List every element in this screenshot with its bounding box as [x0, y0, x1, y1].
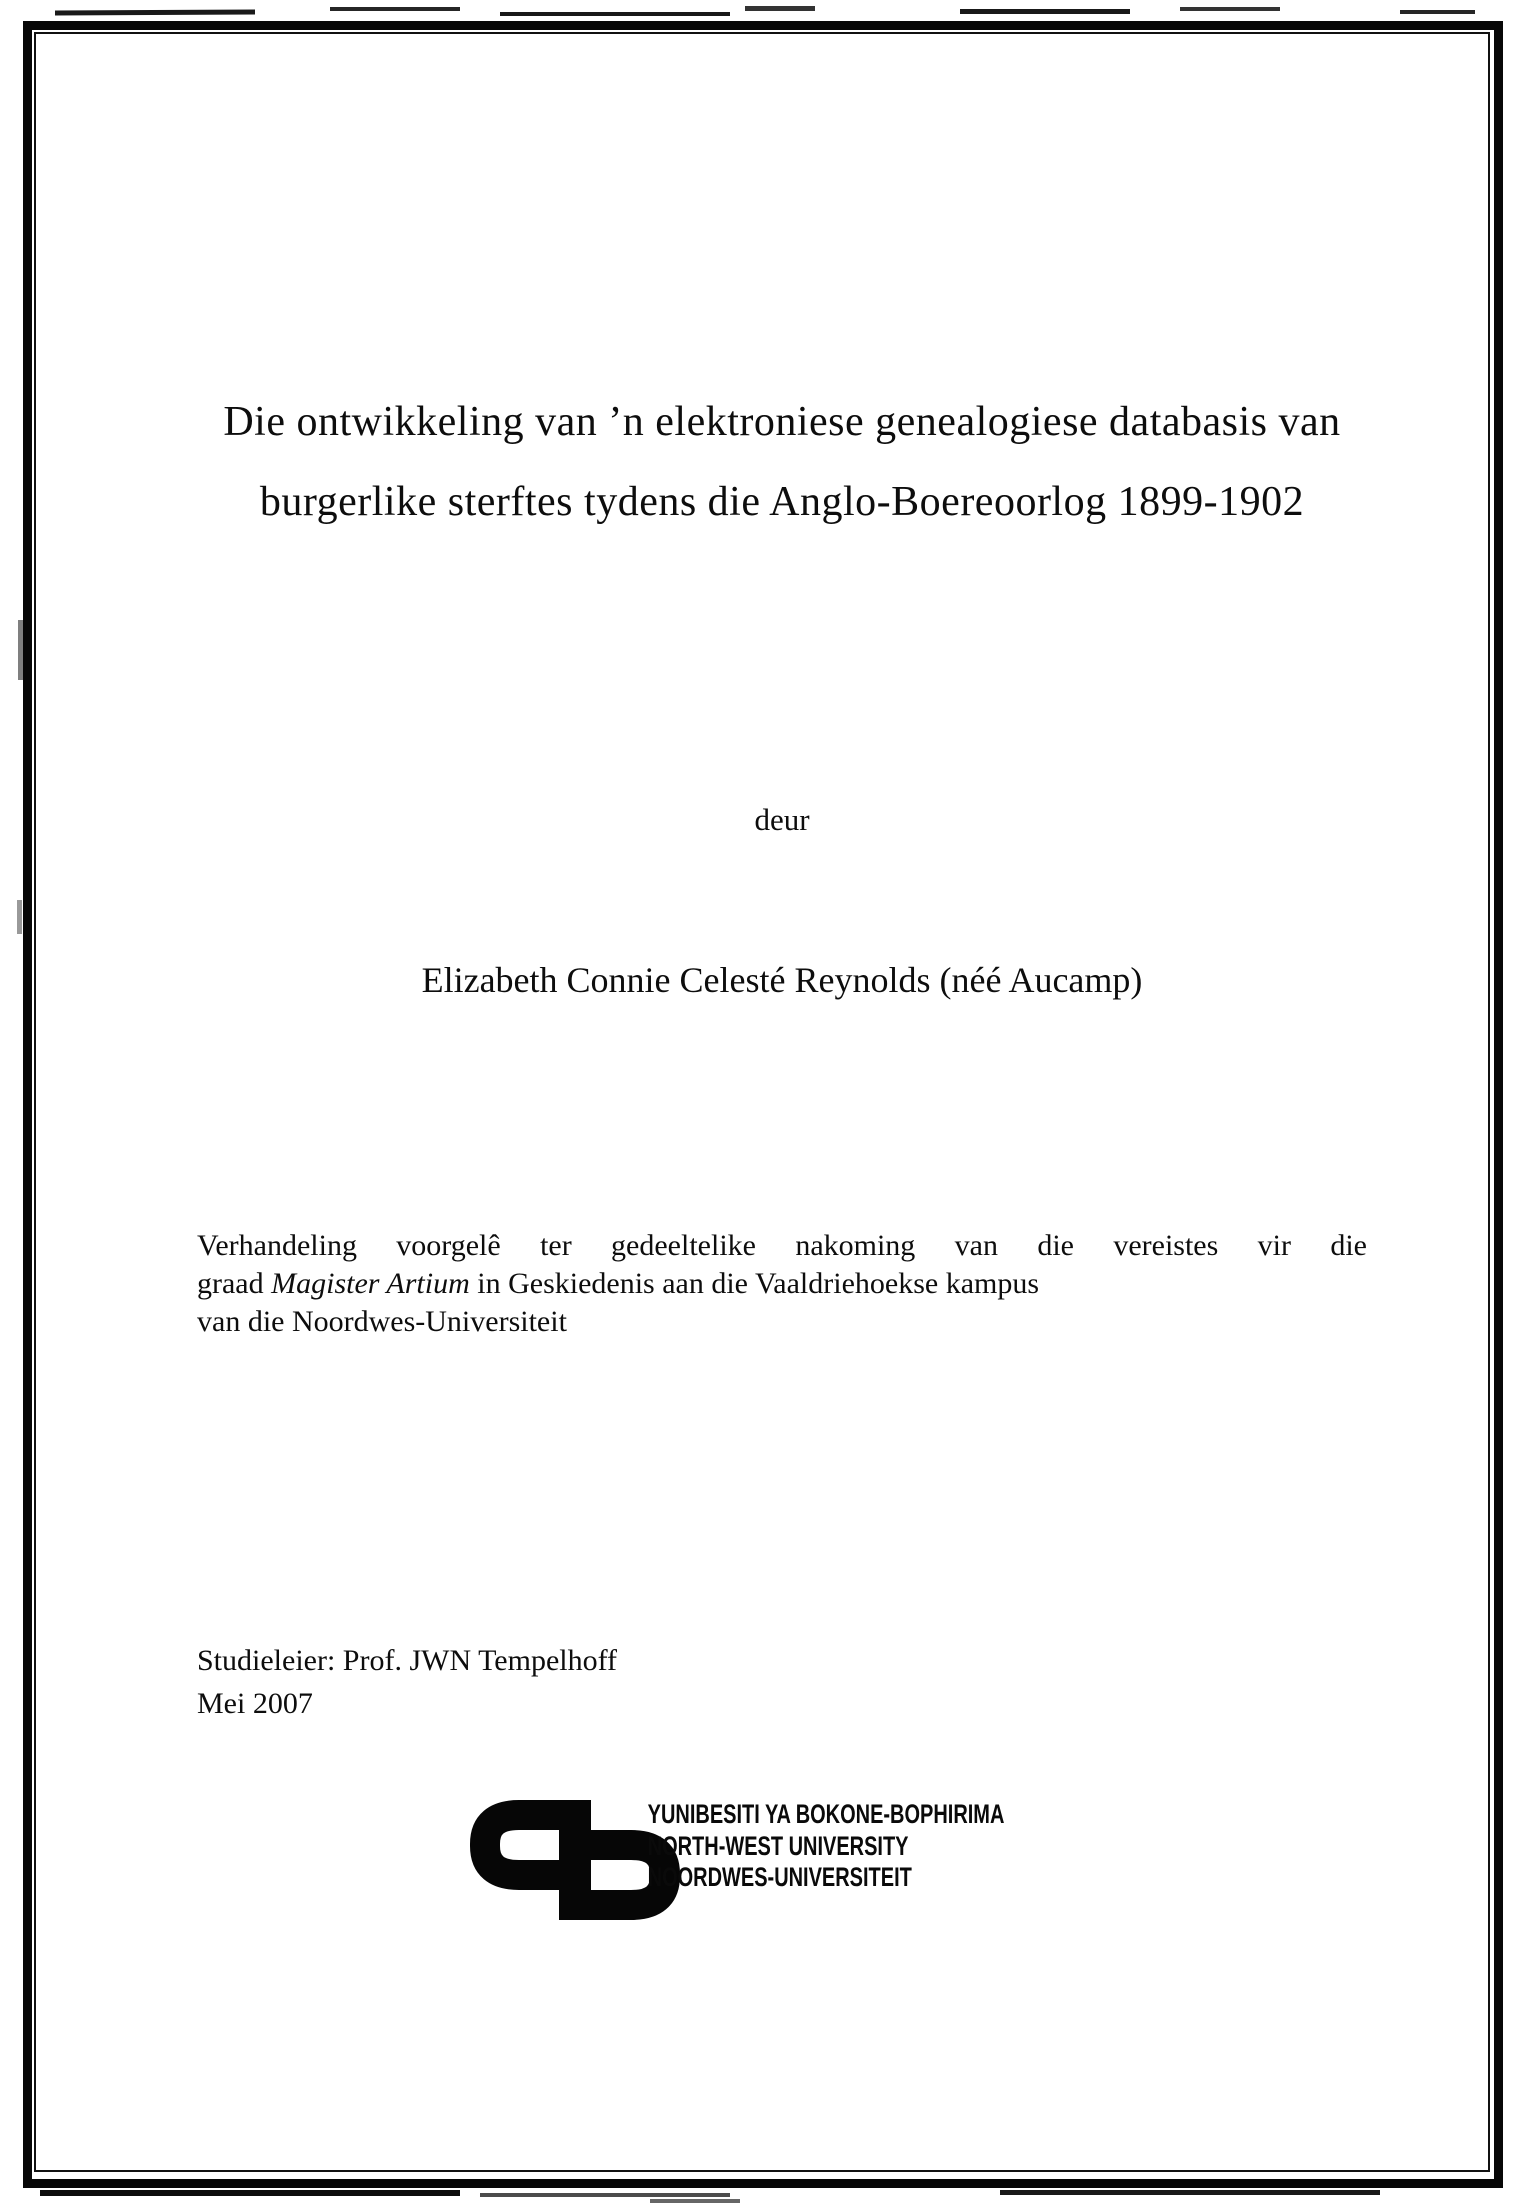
statement-word: gedeeltelike	[611, 1229, 756, 1262]
supervisor-line: Studieleier: Prof. JWN Tempelhoff	[197, 1644, 618, 1677]
degree-statement-line3: van die Noordwes-Universiteit	[197, 1305, 567, 1338]
university-logo	[469, 1785, 1005, 1950]
degree-statement-line2	[197, 1265, 1367, 1303]
degree-statement-line2-suffix: in Geskiedenis aan die Vaaldriehoekse kampus	[469, 1267, 1040, 1300]
degree-statement	[197, 1227, 1367, 1341]
scan-speck	[17, 900, 22, 934]
degree-statement-line2-prefix: graad	[197, 1267, 272, 1300]
statement-word: Verhandeling	[197, 1229, 357, 1262]
statement-word: nakoming	[795, 1229, 916, 1262]
statement-word: die	[1037, 1229, 1074, 1262]
statement-word: vereistes	[1113, 1229, 1219, 1262]
logo-text-english: NORTH-WEST UNIVERSITY	[647, 1830, 909, 1861]
degree-statement-line1	[197, 1227, 1367, 1265]
thesis-title-line1: Die ontwikkeling van ’n elektroniese genealogiese databasis van	[223, 399, 1341, 445]
degree-name: Magister Artium	[271, 1267, 470, 1300]
statement-word: van	[954, 1229, 998, 1262]
author-name: Elizabeth Connie Celesté Reynolds (néé Aucamp)	[421, 960, 1143, 1000]
statement-word: voorgelê	[396, 1229, 501, 1262]
logo-text-setswana: YUNIBESITI YA BOKONE-BOPHIRIMA	[647, 1799, 1005, 1829]
thesis-title-line2: burgerlike sterftes tydens die Anglo-Boereoorlog 1899-1902	[259, 479, 1305, 525]
scan-speck	[1400, 10, 1475, 14]
date-line: Mei 2007	[197, 1687, 313, 1720]
thesis-title	[197, 382, 1367, 542]
byline: deur	[754, 802, 810, 837]
university-logo-text	[647, 1799, 1005, 1894]
statement-word: vir	[1257, 1229, 1291, 1262]
logo-text-afrikaans: NOORDWES-UNIVERSITEIT	[647, 1862, 912, 1892]
statement-word: die	[1330, 1229, 1367, 1262]
supervisor-block	[197, 1639, 617, 1725]
statement-word: ter	[540, 1229, 572, 1262]
